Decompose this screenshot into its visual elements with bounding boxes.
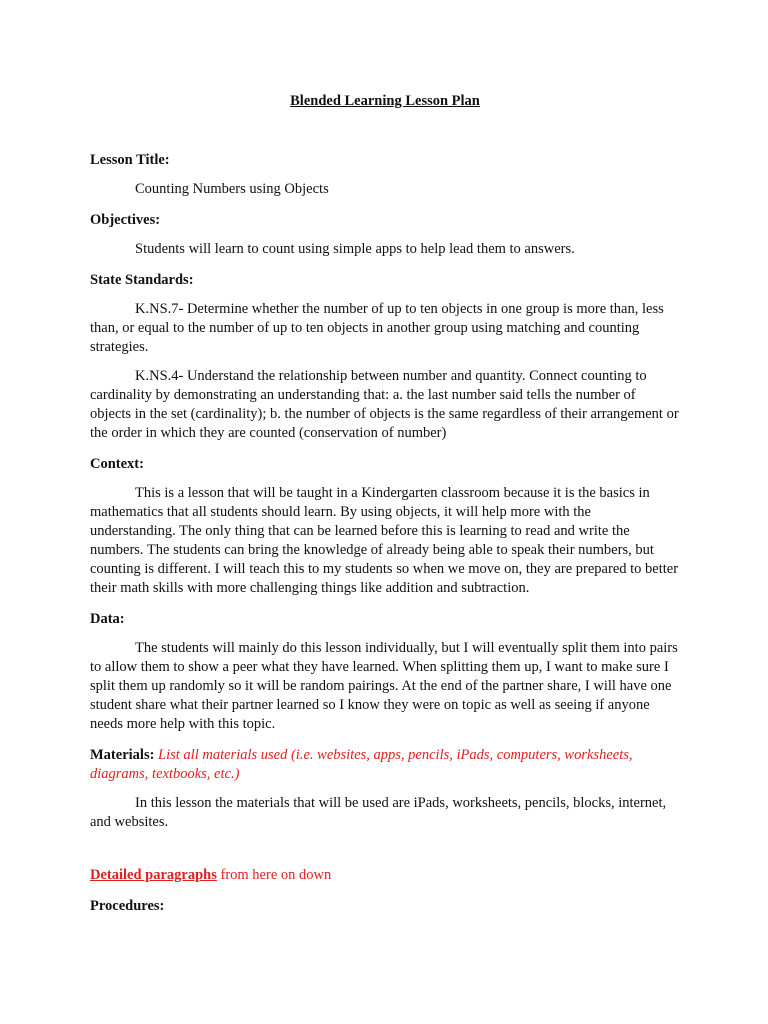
note-emphasis: Detailed paragraphs: [90, 867, 217, 883]
standard-1-text: K.NS.7- Determine whether the number of up to ten objects in one group is more than, less than, or equal to the number of up to ten objects in another group using matching and counting strategies.: [90, 301, 664, 355]
data-text: The students will mainly do this lesson individually, but I will eventually split them into pairs to allow them to show a peer what they have learned. When splitting them up, I want to make sure I split them up randomly so it will be random pairings. At the end of the partner share, I will have one student share what their partner learned so I know they were on topic as well as seeing if anyone needs more help with this topic.: [90, 640, 678, 732]
materials-text: In this lesson the materials that will be used are iPads, worksheets, pencils, blocks, internet, and websites.: [90, 795, 667, 830]
note-line: [90, 866, 680, 885]
materials-heading: Materials:: [90, 747, 155, 763]
procedures-heading: Procedures:: [90, 898, 165, 914]
context-text: This is a lesson that will be taught in a Kindergarten classroom because it is the basics in mathematics that all students should learn. By using objects, it will help more with the understanding. The only thing that can be learned before this is learning to read and write the numbers. The students can bring the knowledge of already being able to speak their numbers, but counting is different. I will teach this to my students so when we move on, they are prepared to better their math skills with more challenging things like addition and subtraction.: [90, 485, 679, 596]
document-page: [90, 92, 680, 916]
note-rest: from here on down: [216, 867, 332, 883]
lesson-title-text: Counting Numbers using Objects: [135, 181, 329, 197]
document-title: Blended Learning Lesson Plan: [290, 93, 480, 109]
objectives-text: Students will learn to count using simple apps to help lead them to answers.: [135, 241, 575, 257]
materials-section: [90, 746, 680, 832]
lesson-title-section: [90, 151, 680, 199]
materials-line: [90, 746, 680, 784]
standard-2-text: K.NS.4- Understand the relationship between number and quantity. Connect counting to cardinality by demonstrating an understanding that: a. the last number said tells the number of objects in the set (cardinality); b. the number of objects is the same regardless of their arrangement or the order in which they are counted (conservation of number): [90, 368, 679, 441]
context-heading: Context:: [90, 456, 144, 472]
data-section: [90, 610, 680, 734]
materials-instruction: List all materials used (i.e. websites, apps, pencils, iPads, computers, worksheets, diagrams, textbooks, etc.): [90, 747, 633, 782]
data-heading: Data:: [90, 611, 125, 627]
objectives-section: [90, 211, 680, 259]
lesson-title-heading: Lesson Title:: [90, 152, 170, 168]
state-standards-heading: State Standards:: [90, 272, 194, 288]
context-section: [90, 455, 680, 598]
state-standards-section: [90, 271, 680, 443]
objectives-heading: Objectives:: [90, 212, 161, 228]
